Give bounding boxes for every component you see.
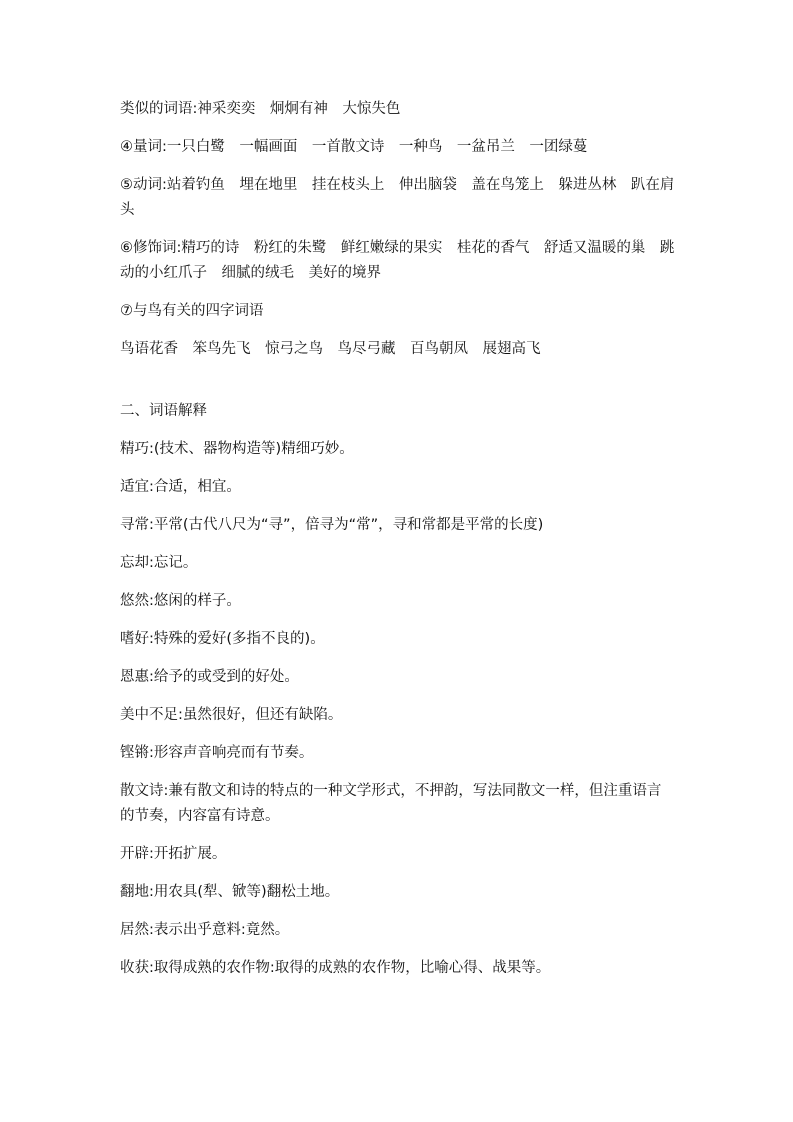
section-heading: 二、词语解释 <box>120 403 207 419</box>
document-body <box>120 97 675 994</box>
bird-idioms-heading: ⑦与鸟有关的四字词语 <box>120 303 264 319</box>
definition-item: 恩惠:给予的或受到的好处。 <box>120 669 299 685</box>
definition-item: 忘却:忘记。 <box>120 555 198 571</box>
definition-item: 翻地:用农具(犁、锨等)翻松土地。 <box>120 884 340 900</box>
definition-item: 悠然:悠闲的样子。 <box>120 593 241 609</box>
verbs-line: ⑤动词:站着钓鱼 埋在地里 挂在枝头上 伸出脑袋 盖在鸟笼上 躲进丛林 趴在肩头 <box>120 177 675 218</box>
measure-words-line: ④量词:一只白鹭 一幅画面 一首散文诗 一种鸟 一盆吊兰 一团绿蔓 <box>120 139 588 155</box>
similar-words-line: 类似的词语:神采奕奕 炯炯有神 大惊失色 <box>120 101 401 117</box>
definition-item: 精巧:(技术、器物构造等)精细巧妙。 <box>120 441 354 457</box>
bird-idioms-line: 鸟语花香 笨鸟先飞 惊弓之鸟 鸟尽弓藏 百鸟朝凤 展翅高飞 <box>120 341 541 357</box>
section-spacer <box>120 375 675 399</box>
definition-item: 适宜:合适，相宜。 <box>120 479 241 495</box>
definition-item: 寻常:平常(古代八尺为“寻”，倍寻为“常”，寻和常都是平常的长度) <box>120 517 544 533</box>
definition-item: 开辟:开拓扩展。 <box>120 846 227 862</box>
definition-item: 美中不足:虽然很好，但还有缺陷。 <box>120 707 343 723</box>
definition-item: 收获:取得成熟的农作物:取得的成熟的农作物，比喻心得、战果等。 <box>120 960 551 976</box>
definition-item: 居然:表示出乎意料:竟然。 <box>120 922 290 938</box>
modifiers-line: ⑥修饰词:精巧的诗 粉红的朱鹭 鲜红嫩绿的果实 桂花的香气 舒适又温暖的巢 跳动的小红爪子 细腻的绒毛 美好的境界 <box>120 240 675 281</box>
definition-item: 嗜好:特殊的爱好(多指不良的)。 <box>120 631 325 647</box>
definition-item: 散文诗:兼有散文和诗的特点的一种文学形式，不押韵，写法同散文一样，但注重语言的节奏，内容富有诗意。 <box>120 783 662 824</box>
definition-item: 铿锵:形容声音响亮而有节奏。 <box>120 745 314 761</box>
